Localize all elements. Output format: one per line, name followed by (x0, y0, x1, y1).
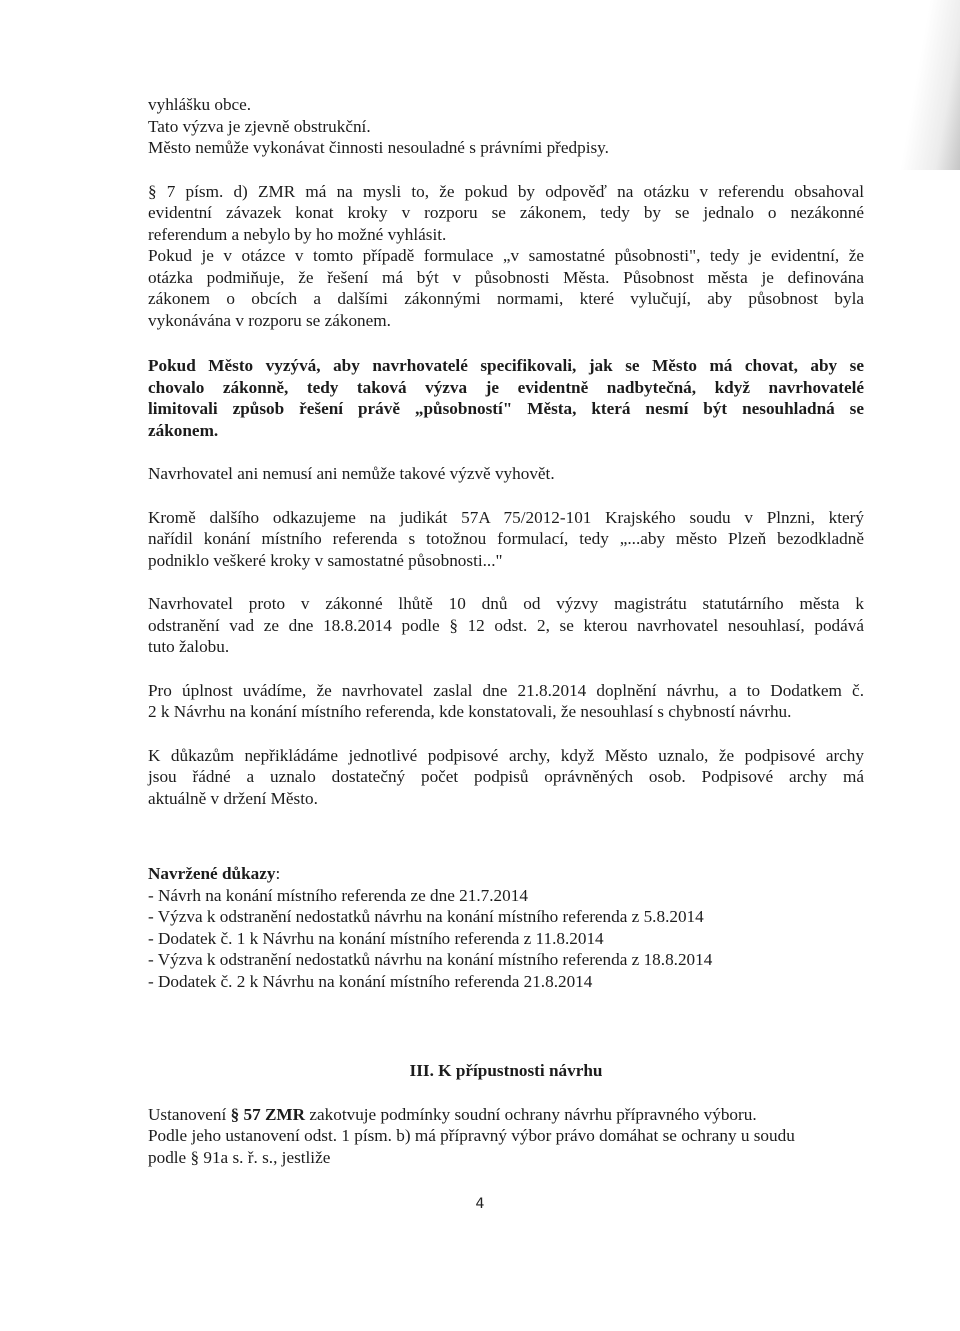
text-line (148, 1104, 864, 1126)
paragraph-bold-argument (148, 355, 864, 441)
text-line: Tato výzva je zjevně obstrukční. (148, 116, 371, 136)
list-item: - Dodatek č. 2 k Návrhu na konání místního referenda 21.8.2014 (148, 971, 593, 991)
text-line: odstranění vad ze dne 18.8.2014 podle § 12 odst. 2, se kterou navrhovatel nesouhlasí, podává (148, 615, 864, 635)
document-page (148, 94, 864, 1168)
list-item: - Výzva k odstranění nedostatků návrhu na konání místního referenda z 18.8.2014 (148, 950, 713, 969)
text-line: aktuálně v držení Město. (148, 788, 318, 808)
text-line: vyhlášku obce. (148, 95, 252, 114)
text-line: Kromě dalšího odkazujeme na judikát 57A 75/2012-101 Krajského soudu v Plnzni, který (148, 507, 864, 527)
text-line: Pokud je v otázce v tomto případě formulace „v samostatné působnosti", tedy je evidentní, že (148, 246, 864, 265)
text-line: referendum a nebylo by ho možné vyhlásit. (148, 224, 447, 244)
text-line: Navrhovatel proto v zákonné lhůtě 10 dnů od výzvy magistrátu statutárního města k (148, 594, 864, 613)
evidence-title (148, 863, 864, 885)
paragraph-judgment-reference (148, 507, 864, 572)
evidence-list (148, 885, 864, 993)
scan-shadow-corner (890, 0, 960, 170)
text-line: Pro úplnost uvádíme, že navrhovatel zaslal dne 21.8.2014 doplnění návrhu, a to Dodatkem č. (148, 680, 864, 700)
text-line: Město nemůže vykonávat činnosti nesouladné s právními předpisy. (148, 138, 609, 157)
paragraph-zmr-section7 (148, 181, 864, 332)
text-line: evidentní závazek konat kroky v rozporu se zákonem, tedy by se jednalo o nezákonné (148, 203, 864, 222)
section-heading: III. K přípustnosti návrhu (409, 1061, 603, 1080)
text-line: vykonávána v rozporu se zákonem. (148, 310, 391, 330)
text-line: jsou řádné a uznalo dostatečný počet podpisů oprávněných osob. Podpisové archy má (148, 767, 864, 786)
text-line: Pokud Město vyzývá, aby navrhovatelé specifikovali, jak se Město má chovat, aby se (148, 356, 864, 375)
evidence-title-text: Navržené důkazy (148, 864, 276, 883)
page-number: 4 (475, 1196, 485, 1212)
paragraph-lawsuit-filing (148, 593, 864, 658)
paragraph-cannot-comply (148, 463, 864, 485)
evidence-title-colon: : (275, 864, 281, 883)
paragraph-obstruction (148, 94, 864, 159)
text-fragment: zakotvuje podmínky soudní ochrany návrhu přípravného výboru. (305, 1104, 757, 1124)
section-heading-wrap (148, 1060, 864, 1082)
text-line: Navrhovatel ani nemusí ani nemůže takové výzvě vyhovět. (148, 464, 555, 483)
text-fragment: Ustanovení (148, 1104, 231, 1124)
evidence-section (148, 863, 864, 992)
text-line: limitovali způsob řešení právě „působností" Města, která nesmí být nesouhladná se (148, 399, 864, 418)
text-line: nařídil konání místního referenda s totožnou formulací, tedy „...aby město Plzeň bezodkladně (148, 529, 864, 548)
text-line: chovalo zákonně, tedy taková výzva je evidentně nadbytečná, když navrhovatelé (148, 377, 864, 397)
paragraph-admissibility (148, 1104, 864, 1169)
text-line: zákonem o obcích a dalšími zákonnými normami, které vylučují, aby působnost byla (148, 289, 864, 308)
text-line: Podle jeho ustanovení odst. 1 písm. b) má přípravný výbor právo domáhat se ochrany u soudu (148, 1126, 795, 1145)
paragraph-signature-sheets (148, 745, 864, 810)
text-line: tuto žalobu. (148, 637, 230, 656)
list-item: - Dodatek č. 1 k Návrhu na konání místního referenda z 11.8.2014 (148, 928, 604, 948)
text-line: podle § 91a s. ř. s., jestliže (148, 1147, 331, 1167)
paragraph-supplement (148, 680, 864, 723)
text-line: otázka podmiňuje, že řešení má být v působnosti Města. Působnost města je definována (148, 267, 864, 287)
text-line: K důkazům nepřikládáme jednotlivé podpisové archy, když Město uznalo, že podpisové archy (148, 745, 864, 765)
list-item: - Návrh na konání místního referenda ze dne 21.7.2014 (148, 885, 528, 905)
list-item: - Výzva k odstranění nedostatků návrhu na konání místního referenda z 5.8.2014 (148, 907, 704, 926)
text-line: 2 k Návrhu na konání místního referenda, kde konstatovali, že nesouhlasí s chybností návrhu. (148, 702, 792, 721)
legal-emphasis: § 57 ZMR (230, 1104, 306, 1124)
text-line: § 7 písm. d) ZMR má na mysli to, že pokud by odpověď na otázku v referendu obsahoval (148, 181, 864, 201)
text-line: podniklo veškeré kroky v samostatné působnosti..." (148, 550, 503, 570)
text-line: zákonem. (148, 420, 219, 440)
